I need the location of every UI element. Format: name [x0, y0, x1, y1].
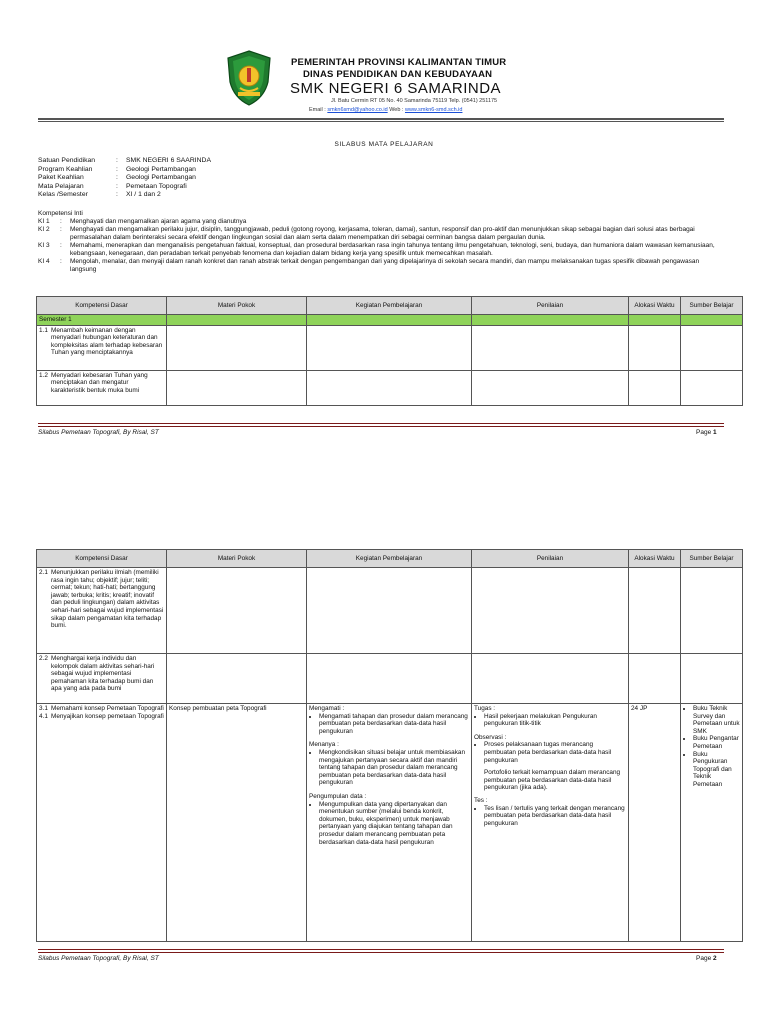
header-department-line: DINAS PENDIDIKAN DAN KEBUDAYAAN	[303, 69, 493, 80]
kd-text: Menghargai kerja individu dan kelompok dalam aktivitas sehari-hari sebagai wujud implementasi pemahaman kita terhadap bumi dan apa yang ada pada bumi	[51, 655, 155, 693]
ki-item: KI 2 : Menghayati dan mengamalkan perilaku jujur, disiplin, tanggungjawab, peduli (gotong royong, kerjasama, toleran, damai), santun, responsif dan pro-aktif dan menunjukkan sikap sebagai bagian dari solusi atas berbagai permasalahan dalam berinteraksi secara efektif dengan lingkungan sosial dan alam serta dalam menempatkan diri sebagai cerminan bangsa dalam pergaulan dunia.	[38, 226, 726, 242]
col-header-sumber: Sumber Belajar	[681, 550, 743, 568]
header-divider	[38, 118, 724, 120]
portofolio-text: Portofolio terkait kemampuan dalam merancang pembuatan peta berdasarkan data-data hasil pengukuran (jika ada).	[484, 769, 621, 792]
identity-row: Kelas /Semester : XI / 1 dan 2	[38, 191, 211, 200]
penilaian-item: • Tes lisan / tertulis yang terkait dengan merancang pembuatan peta berdasarkan data-data hasil pengukuran	[484, 805, 626, 828]
kd-text: Menyadari kebesaran Tuhan yang menciptakan dan mengatur karakteristik bentuk muka bumi	[51, 371, 148, 394]
ki-code: KI 2	[38, 226, 50, 233]
kd-text: Memahami konsep Pemetaan Topografi	[51, 705, 164, 712]
identity-key: Program Keahlian	[38, 165, 93, 173]
kd-text: Menyajikan konsep pemetaan Topografi	[51, 712, 164, 720]
ki-text: Menghayati dan mengamalkan perilaku jujur, disiplin, tanggungjawab, peduli (gotong royong, kerjasama, toleran, damai), santun, responsif dan pro-aktif dan menunjukkan sikap sebagai bagian dari solusi atas berbagai permasalahan dalam berinteraksi secara efektif dengan lingkungan sosial dan alam serta dalam menempatkan diri sebagai cerminan bangsa dalam pergaulan dunia.	[70, 226, 695, 241]
kd-number: 2.2	[39, 655, 48, 662]
web-label: Web :	[389, 107, 404, 113]
kegiatan-heading: Pengumpulan data :	[309, 792, 367, 800]
col-header-kd: Kompetensi Dasar	[37, 297, 167, 315]
kd-number: 4.1	[39, 712, 48, 720]
identity-value: SMK NEGERI 6 SAARINDA	[126, 157, 211, 164]
penilaian-heading: Observasi :	[474, 733, 507, 741]
table-row	[37, 654, 743, 704]
identity-row: Satuan Pendidikan : SMK NEGERI 6 SAARINDA	[38, 157, 211, 164]
identity-key: Mata Pelajaran	[38, 182, 84, 190]
header-divider-thin	[38, 121, 724, 122]
school-address: Jl. Batu Cermin RT 05 No. 40 Samarinda 75119 Telp. (0541) 251175	[331, 98, 498, 104]
sumber-item: • Buku Teknik Survey dan Pemetaan untuk SMK	[693, 705, 740, 735]
identity-key: Kelas /Semester	[38, 191, 88, 198]
footer-text: Silabus Pemetaan Topografi, By Risal, ST	[38, 955, 159, 962]
col-header-kegiatan: Kegiatan Pembelajaran	[307, 297, 472, 315]
ki-text: Mengolah, menalar, dan menyaji dalam ranah konkret dan ranah abstrak terkait dengan pengembangan dari yang dipelajarinya di sekolah secara mandiri, dan mampu melaksanakan tugas spesifik dibawah pengawasan langsung	[70, 258, 700, 273]
table-row	[37, 568, 743, 654]
identity-value: XI / 1 dan 2	[126, 191, 161, 198]
sumber-item: • Buku Pengantar Pemetaan	[693, 735, 740, 750]
identity-value: Geologi Pertambangan	[126, 174, 196, 181]
identity-value: Geologi Pertambangan	[126, 165, 196, 173]
col-header-alokasi: Alokasi Waktu	[629, 550, 681, 568]
col-header-penilaian: Penilaian	[472, 297, 629, 315]
kd-number: 1.1	[39, 326, 48, 334]
col-header-penilaian: Penilaian	[472, 550, 629, 568]
col-header-alokasi: Alokasi Waktu	[629, 297, 681, 315]
footer-divider-thin	[38, 426, 724, 427]
identity-row: Mata Pelajaran : Pemetaan Topografi	[38, 183, 211, 192]
ki-item: KI 3 : Memahami, menerapkan dan menganalisis pengetahuan faktual, konseptual, dan prosedural berdasarkan rasa ingin tahunya tentang ilmu pengetahuan, teknologi, seni, budaya, dan humaniora dalam wawasan kemanusiaan, kebangsaan, kenegaraan, dan peradaban terkait penyebab fenomena dan kejadian dalam bidang kerja yang spesifik untuk memecahkan masalah.	[38, 242, 726, 258]
materi-cell: Konsep pembuatan peta Topografi	[167, 704, 307, 942]
penilaian-heading: Tugas :	[474, 705, 496, 712]
kd-number: 1.2	[39, 371, 48, 379]
identity-key: Satuan Pendidikan	[38, 157, 96, 164]
footer-text: Silabus Pemetaan Topografi, By Risal, ST	[38, 429, 159, 436]
kegiatan-heading: Mengamati :	[309, 705, 345, 712]
penilaian-cell	[472, 704, 629, 942]
table-header-row	[37, 297, 743, 315]
penilaian-heading: Tes :	[474, 796, 488, 804]
syllabus-table-page1	[36, 296, 743, 406]
sumber-item: • Buku Pengukuran Topografi dan Teknik Pemetaan	[693, 751, 740, 789]
footer-divider-thin	[38, 952, 724, 953]
identity-value: Pemetaan Topografi	[126, 182, 187, 190]
col-header-kegiatan: Kegiatan Pembelajaran	[307, 550, 472, 568]
kegiatan-item: • Mengamati tahapan dan prosedur dalam merancang pembuatan peta berdasarkan data-data hasil pengukuran	[319, 713, 469, 736]
ki-text: Memahami, menerapkan dan menganalisis pengetahuan faktual, konseptual, dan prosedural berdasarkan rasa ingin tahunya tentang ilmu pengetahuan, teknologi, seni, budaya, dan humaniora dalam wawasan kemanusiaan, kebangsaan, kenegaraan, dan peradaban terkait penyebab fenomena dan kejadian dalam bidang kerja yang spesifik untuk memecahkan masalah.	[70, 242, 715, 257]
identity-key: Paket Keahlian	[38, 174, 84, 181]
semester-row	[37, 315, 743, 326]
kd-number: 3.1	[39, 705, 48, 712]
header-government-line: PEMERINTAH PROVINSI KALIMANTAN TIMUR	[291, 57, 507, 68]
page-number: Page 1	[696, 429, 717, 436]
table-row	[37, 704, 743, 942]
identity-row: Paket Keahlian : Geologi Pertambangan	[38, 174, 211, 183]
semester-label: Semester 1	[37, 315, 167, 326]
kegiatan-heading: Menanya :	[309, 741, 339, 749]
identity-row: Program Keahlian : Geologi Pertambangan	[38, 166, 211, 175]
kd-text: Menunjukkan perilaku ilmiah (memiliki rasa ingin tahu; objektif; jujur; teliti; cermat; tekun; hati-hati; bertanggung jawab; terbuka; kritis; kreatif; inovatif dan peduli lingkungan) dalam aktivitas sehari-hari sebagai wujud implementasi sikap dalam pengamatan kita terhadap bumi.	[51, 569, 164, 630]
identity-table	[38, 157, 211, 200]
kompetensi-inti-section	[38, 210, 726, 274]
province-logo-icon	[226, 50, 272, 106]
penilaian-item: • Proses pelaksanaan tugas merancang pembuatan peta berdasarkan data-data hasil pengukuran	[484, 741, 626, 764]
kd-text: Menambah keimanan dengan menyadari hubungan keteraturan dan kompleksitas alam terhadap kebesaran Tuhan yang menciptakannya	[51, 326, 163, 357]
kegiatan-cell	[307, 704, 472, 942]
ki-item: KI 4 : Mengolah, menalar, dan menyaji dalam ranah konkret dan ranah abstrak terkait dengan pengembangan dari yang dipelajarinya di sekolah secara mandiri, dan mampu melaksanakan tugas spesifik dibawah pengawasan langsung	[38, 258, 726, 274]
ki-item: KI 1 : Menghayati dan mengamalkan ajaran agama yang dianutnya	[38, 218, 726, 226]
footer-divider	[38, 423, 724, 424]
email-link[interactable]: smkn6smd@yahoo.co.id	[327, 107, 388, 113]
ki-text: Menghayati dan mengamalkan ajaran agama yang dianutnya	[70, 218, 247, 225]
alokasi-cell: 24 JP	[629, 704, 681, 942]
ki-code: KI 3	[38, 242, 50, 249]
penilaian-item: • Hasil pekerjaan melakukan Pengukuran pengukuran titik-titik	[484, 713, 626, 728]
kegiatan-item: • Mengkondisikan situasi belajar untuk membiasakan mengajukan pertanyaan secara aktif dan mandiri tentang tahapan dan prosedur dalam merancang pembuatan peta berdasarkan data-data hasil pengukuran	[319, 749, 469, 787]
ki-heading: Kompetensi Inti	[38, 210, 83, 217]
page-number: Page 2	[696, 955, 717, 962]
col-header-kd: Kompetensi Dasar	[37, 550, 167, 568]
ki-code: KI 1	[38, 218, 50, 225]
kegiatan-item: • Mengumpulkan data yang dipertanyakan dan menentukan sumber (melalui benda konkrit, dokumen, buku, eksperimen) untuk menjawab pertanyaan yang diajukan tentang tahapan dan prosedur dalam merancang pembuatan peta berdasarkan data-data hasil pengukuran	[319, 801, 469, 847]
table-row	[37, 370, 743, 405]
contact-line	[309, 107, 462, 113]
school-name: SMK NEGERI 6 SAMARINDA	[290, 80, 502, 97]
col-header-materi: Materi Pokok	[167, 550, 307, 568]
footer-divider	[38, 949, 724, 950]
sumber-cell	[681, 704, 743, 942]
web-link[interactable]: www.smkn6-smd.sch.id	[404, 107, 463, 113]
syllabus-table-page2	[36, 549, 743, 942]
table-row	[37, 325, 743, 370]
table-header-row	[37, 550, 743, 568]
document-title: SILABUS MATA PELAJARAN	[334, 141, 434, 148]
col-header-sumber: Sumber Belajar	[681, 297, 743, 315]
ki-code: KI 4	[38, 258, 50, 265]
email-label: Email :	[309, 107, 326, 113]
kd-number: 2.1	[39, 569, 48, 576]
col-header-materi: Materi Pokok	[167, 297, 307, 315]
